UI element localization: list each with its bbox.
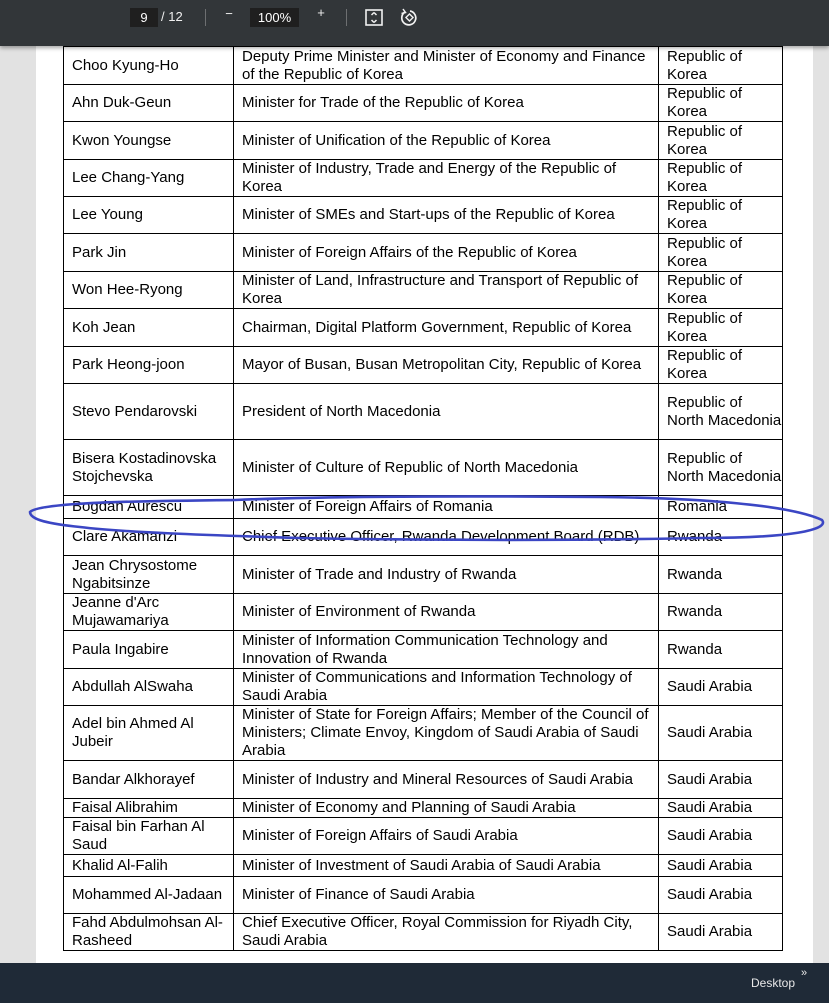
table-row <box>64 384 783 440</box>
country-cell: Republic of North Macedonia <box>659 440 783 496</box>
position-cell: Minister of Economy and Planning of Saudi Arabia <box>234 799 659 818</box>
country-cell: Republic of Korea <box>659 347 783 384</box>
rotate-icon[interactable] <box>400 8 419 27</box>
country-cell: Saudi Arabia <box>659 855 783 877</box>
table-row <box>64 877 783 914</box>
table-row <box>64 160 783 197</box>
country-cell: Rwanda <box>659 519 783 556</box>
name-cell: Koh Jean <box>64 309 234 347</box>
position-cell: Minister of Foreign Affairs of Saudi Arabia <box>234 818 659 855</box>
position-cell: Mayor of Busan, Busan Metropolitan City, Republic of Korea <box>234 347 659 384</box>
table-row <box>64 47 783 85</box>
position-cell: Minister of State for Foreign Affairs; Member of the Council of Ministers; Climate Envoy, Kingdom of Saudi Arabia of Saudi Arabia <box>234 706 659 761</box>
name-cell: Faisal Alibrahim <box>64 799 234 818</box>
position-cell: Minister of Unification of the Republic of Korea <box>234 122 659 160</box>
country-cell: Republic of Korea <box>659 197 783 234</box>
name-cell: Stevo Pendarovski <box>64 384 234 440</box>
name-cell: Lee Chang-Yang <box>64 160 234 197</box>
table-row <box>64 347 783 384</box>
position-cell: Minister of Foreign Affairs of Romania <box>234 496 659 519</box>
country-cell: Saudi Arabia <box>659 877 783 914</box>
page-number-input[interactable]: 9 <box>130 8 158 27</box>
country-cell: Saudi Arabia <box>659 761 783 799</box>
country-cell: Saudi Arabia <box>659 799 783 818</box>
table-row <box>64 855 783 877</box>
table-row <box>64 309 783 347</box>
name-cell: Ahn Duk-Geun <box>64 85 234 122</box>
position-cell: Minister of Communications and Information Technology of Saudi Arabia <box>234 669 659 706</box>
toolbar-divider <box>346 9 347 26</box>
country-cell: Saudi Arabia <box>659 914 783 951</box>
country-cell: Romania <box>659 496 783 519</box>
name-cell: Bandar Alkhorayef <box>64 761 234 799</box>
table-row <box>64 122 783 160</box>
country-cell: Republic of Korea <box>659 85 783 122</box>
name-cell: Mohammed Al-Jadaan <box>64 877 234 914</box>
position-cell: President of North Macedonia <box>234 384 659 440</box>
name-cell: Park Jin <box>64 234 234 272</box>
country-cell: Republic of North Macedonia <box>659 384 783 440</box>
table-row <box>64 706 783 761</box>
country-cell: Republic of Korea <box>659 234 783 272</box>
name-cell: Abdullah AlSwaha <box>64 669 234 706</box>
taskbar <box>0 963 829 1003</box>
table-row <box>64 818 783 855</box>
position-cell: Minister for Trade of the Republic of Korea <box>234 85 659 122</box>
country-cell: Saudi Arabia <box>659 669 783 706</box>
country-cell: Rwanda <box>659 594 783 631</box>
position-cell: Minister of Finance of Saudi Arabia <box>234 877 659 914</box>
table-row <box>64 799 783 818</box>
position-cell: Chief Executive Officer, Royal Commission for Riyadh City, Saudi Arabia <box>234 914 659 951</box>
table-row <box>64 440 783 496</box>
country-cell: Republic of Korea <box>659 309 783 347</box>
table-row <box>64 669 783 706</box>
position-cell: Minister of Industry, Trade and Energy of the Republic of Korea <box>234 160 659 197</box>
country-cell: Republic of Korea <box>659 122 783 160</box>
name-cell: Jean Chrysostome Ngabitsinze <box>64 556 234 594</box>
position-cell: Minister of Information Communication Technology and Innovation of Rwanda <box>234 631 659 669</box>
position-cell: Minister of Industry and Mineral Resources of Saudi Arabia <box>234 761 659 799</box>
fit-to-page-icon[interactable] <box>365 9 383 26</box>
country-cell: Saudi Arabia <box>659 706 783 761</box>
table-row <box>64 914 783 951</box>
table-row <box>64 519 783 556</box>
table-row <box>64 272 783 309</box>
page-total: / 12 <box>161 9 183 24</box>
desktop-toolbar-label[interactable]: Desktop <box>751 976 796 990</box>
position-cell: Minister of Trade and Industry of Rwanda <box>234 556 659 594</box>
country-cell: Republic of Korea <box>659 272 783 309</box>
position-cell: Minister of Investment of Saudi Arabia of Saudi Arabia <box>234 855 659 877</box>
name-cell: Bogdan Aurescu <box>64 496 234 519</box>
table-row <box>64 197 783 234</box>
table-row <box>64 594 783 631</box>
name-cell: Choo Kyung-Ho <box>64 47 234 85</box>
position-cell: Minister of Environment of Rwanda <box>234 594 659 631</box>
name-cell: Fahd Abdulmohsan Al-Rasheed <box>64 914 234 951</box>
document-page <box>36 0 813 965</box>
table-row <box>64 556 783 594</box>
position-cell: Deputy Prime Minister and Minister of Economy and Finance of the Republic of Korea <box>234 47 659 85</box>
name-cell: Lee Young <box>64 197 234 234</box>
zoom-out-button[interactable]: − <box>225 6 233 21</box>
table-row <box>64 761 783 799</box>
chevron-right-icon[interactable]: » <box>801 967 808 979</box>
table-row <box>64 234 783 272</box>
zoom-in-button[interactable]: + <box>317 5 325 20</box>
name-cell: Clare Akamanzi <box>64 519 234 556</box>
name-cell: Jeanne d'Arc Mujawamariya <box>64 594 234 631</box>
country-cell: Rwanda <box>659 631 783 669</box>
position-cell: Minister of Land, Infrastructure and Transport of Republic of Korea <box>234 272 659 309</box>
table-row <box>64 85 783 122</box>
position-cell: Chief Executive Officer, Rwanda Development Board (RDB) <box>234 519 659 556</box>
zoom-level-input[interactable]: 100% <box>250 8 299 27</box>
country-cell: Republic of Korea <box>659 160 783 197</box>
name-cell: Won Hee-Ryong <box>64 272 234 309</box>
position-cell: Minister of Foreign Affairs of the Republic of Korea <box>234 234 659 272</box>
country-cell: Rwanda <box>659 556 783 594</box>
participants-table <box>63 0 783 951</box>
name-cell: Adel bin Ahmed Al Jubeir <box>64 706 234 761</box>
country-cell: Republic of Korea <box>659 47 783 85</box>
name-cell: Bisera Kostadinovska Stojchevska <box>64 440 234 496</box>
pdf-toolbar <box>0 0 829 46</box>
table-row <box>64 631 783 669</box>
name-cell: Kwon Youngse <box>64 122 234 160</box>
participants-table-wrap <box>63 0 782 951</box>
position-cell: Minister of Culture of Republic of North Macedonia <box>234 440 659 496</box>
name-cell: Khalid Al-Falih <box>64 855 234 877</box>
table-body <box>64 1 783 951</box>
name-cell: Park Heong-joon <box>64 347 234 384</box>
name-cell: Faisal bin Farhan Al Saud <box>64 818 234 855</box>
position-cell: Chairman, Digital Platform Government, Republic of Korea <box>234 309 659 347</box>
country-cell: Saudi Arabia <box>659 818 783 855</box>
name-cell: Paula Ingabire <box>64 631 234 669</box>
position-cell: Minister of SMEs and Start-ups of the Republic of Korea <box>234 197 659 234</box>
table-row <box>64 496 783 519</box>
toolbar-divider <box>205 9 206 26</box>
